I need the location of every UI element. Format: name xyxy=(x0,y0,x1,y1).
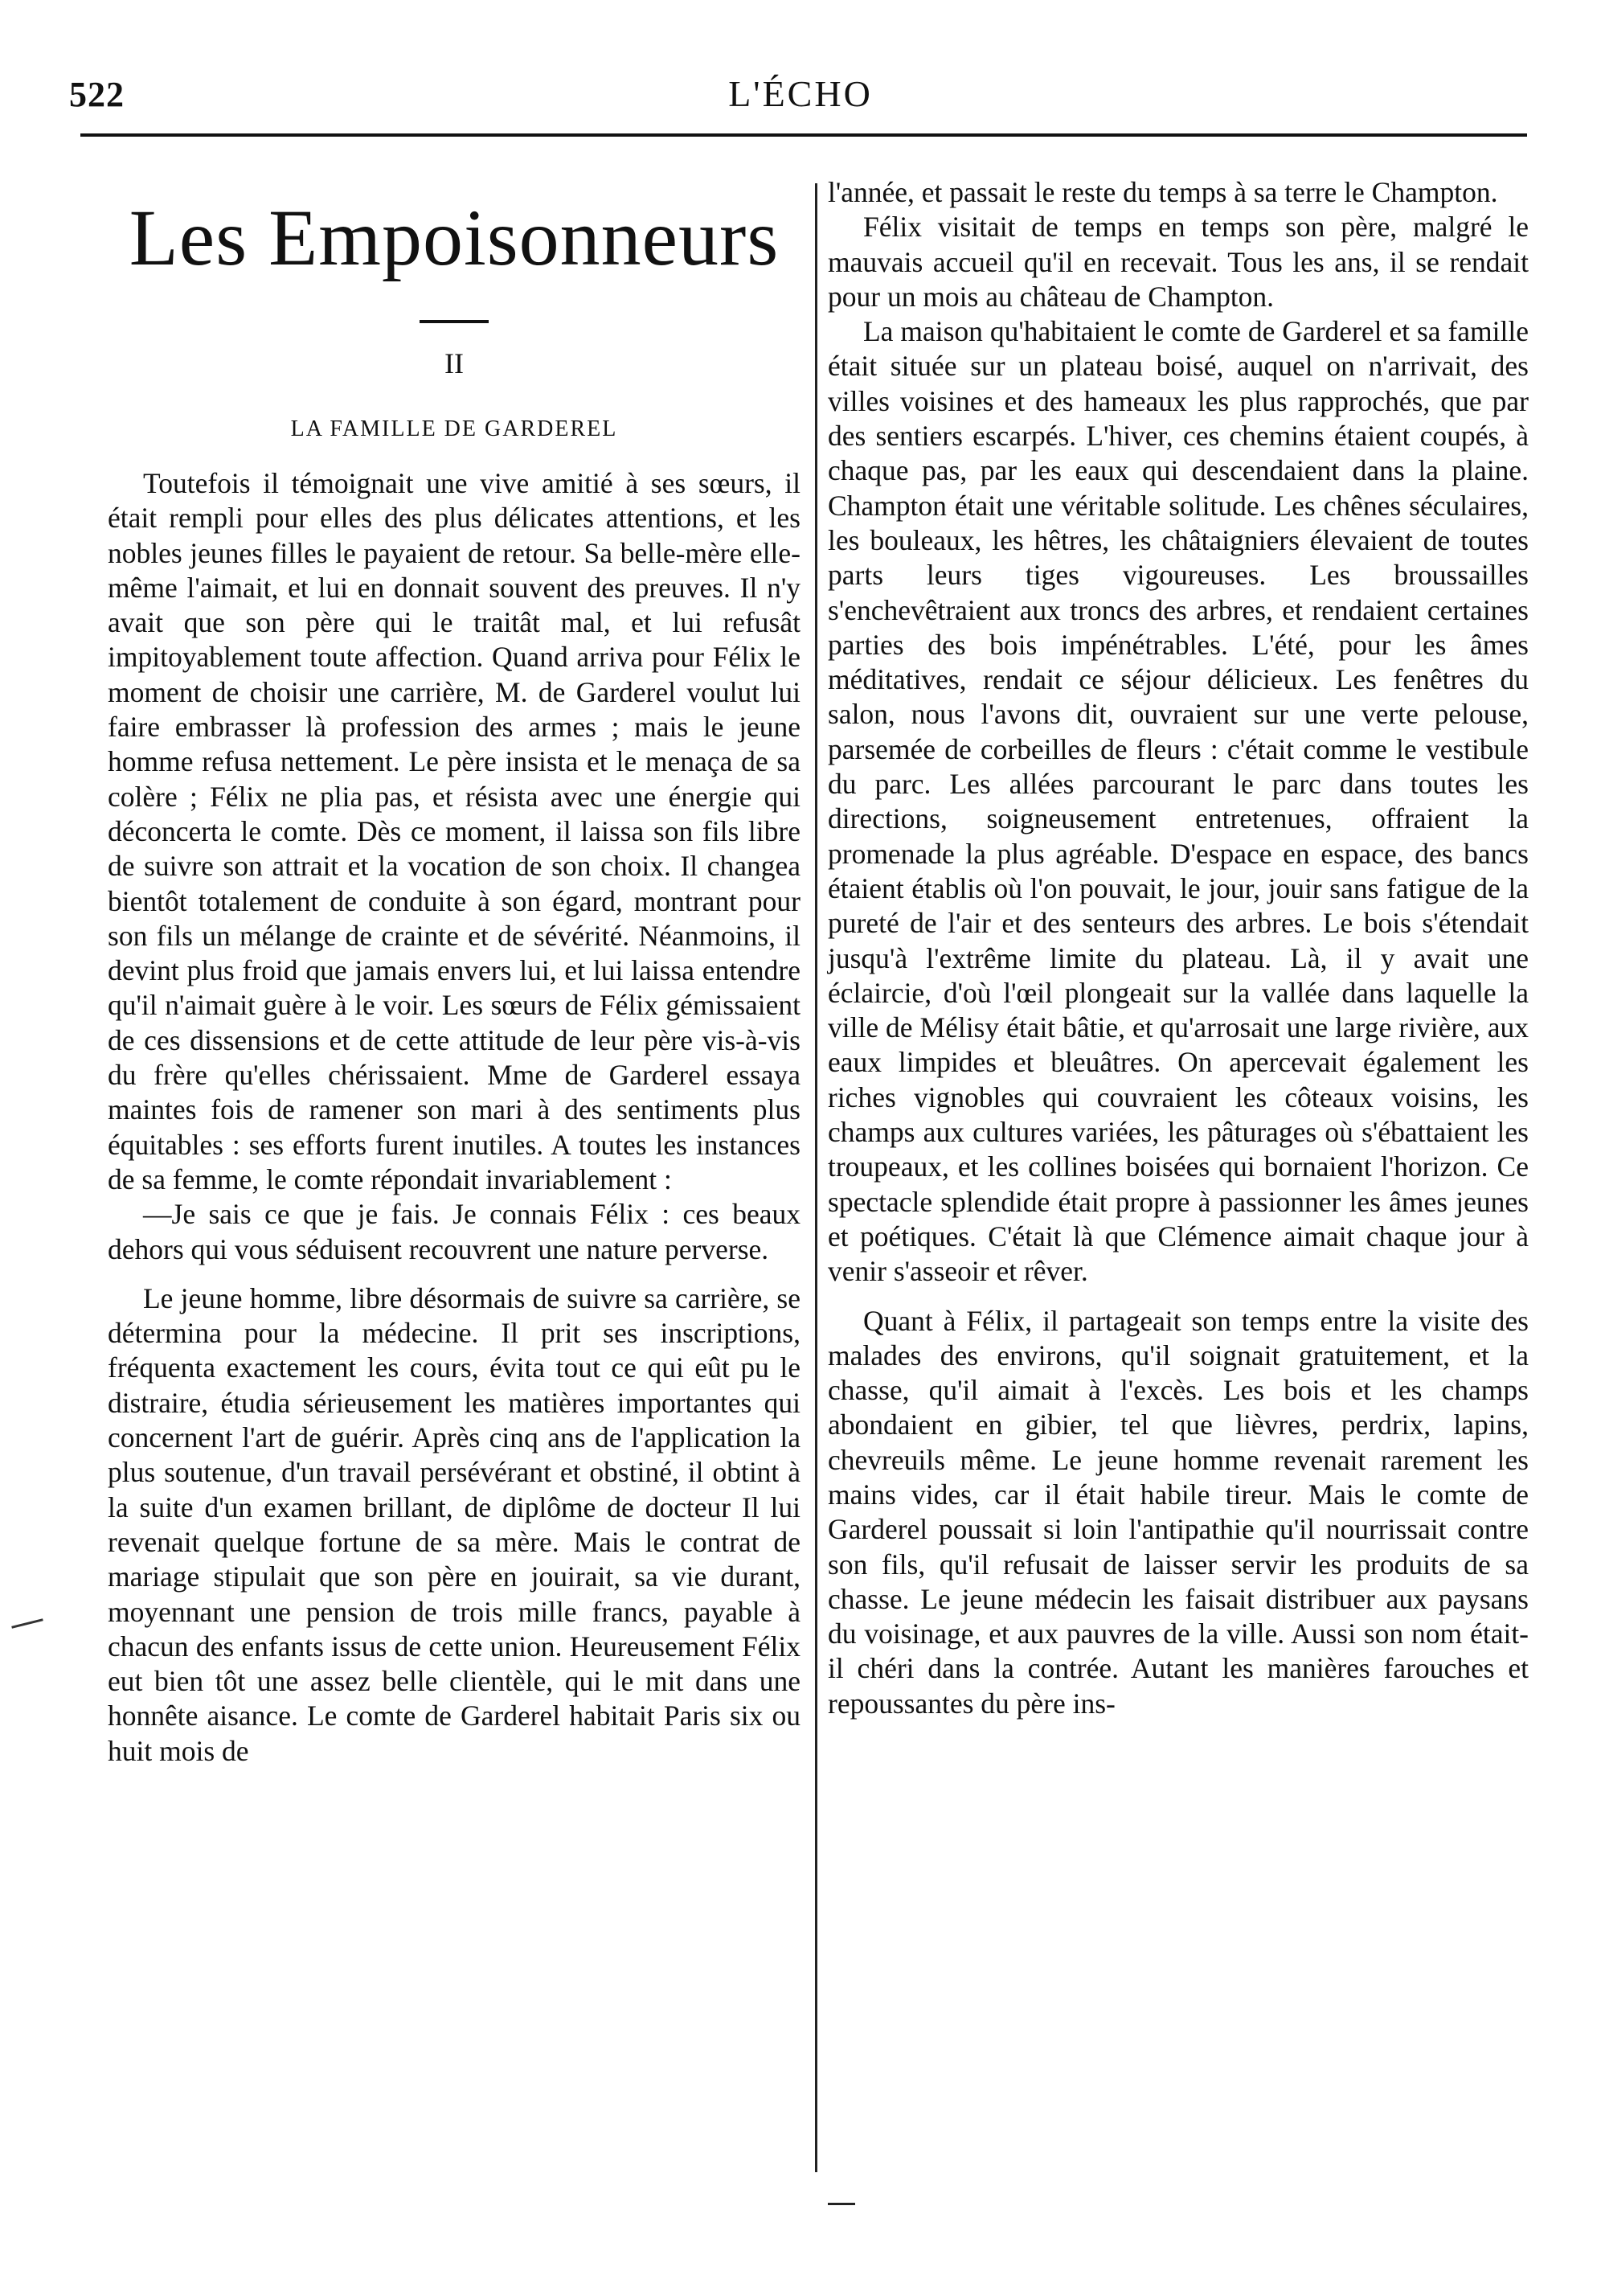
left-column xyxy=(108,175,800,1769)
right-column xyxy=(828,175,1529,1721)
paragraph: —Je sais ce que je fais. Je connais Félix : ces beaux dehors qui vous séduisent recouvrent une nature perverse. xyxy=(108,1198,800,1265)
paragraph: Le jeune homme, libre désormais de suivre sa carrière, se détermina pour la médecine. Il prit ses inscriptions, fréquenta exactement les cours, évita tout ce qui eût pu le distraire, étudia sérieusement les matières importantes qui concernent l'art de guérir. Après cinq ans de l'application la plus soutenue, d'un travail persévérant et obstiné, il obtint à la suite d'un examen brillant, de diplôme de docteur Il lui revenait quelque fortune de sa mère. Mais le contrat de mariage stipulait que son père en jouirait, sa vie durant, moyennant une pension de trois mille francs, payable à chacun des enfants issus de cette union. Heureusement Félix eut bien tôt une assez belle clientèle, qui le mit dans une honnête aisance. Le comte de Garderel habitait Paris six ou huit mois de xyxy=(108,1281,800,1767)
paragraph: Félix visitait de temps en temps son père, malgré le mauvais accueil qu'il en recevait. Tous les ans, il se rendait pour un mois au château de Champton. xyxy=(828,211,1529,313)
article-title: Les Empoisonneurs xyxy=(129,193,780,282)
paragraph: l'année, et passait le reste du temps à sa terre le Champton. xyxy=(828,176,1498,208)
chapter-title: LA FAMILLE DE GARDEREL xyxy=(290,416,618,441)
page-number: 522 xyxy=(69,75,125,114)
column-divider xyxy=(815,183,817,2172)
chapter-number: II xyxy=(444,347,464,379)
paragraph: La maison qu'habitaient le comte de Garderel et sa famille était située sur un plateau boisé, auquel on n'arrivait, des villes voisines et des hameaux les plus rapprochés, que par des sentiers escarpés. L'hiver, ces chemins étaient coupés, à chaque pas, par les eaux qui descendaient dans la plaine. Champton était une véritable solitude. Les chênes séculaires, les bouleaux, les hêtres, les châtaigniers élevaient de toutes parts leurs tiges vigoureuses. Les broussailles s'enchevêtraient aux troncs des arbres, et rendaient certaines parties des bois impénétrables. L'été, pour les âmes méditatives, rendait ce séjour délicieux. Les fenêtres du salon, nous l'avons dit, ouvraient sur une verte pelouse, parsemée de corbeilles de fleurs : c'était comme le vestibule du parc. Les allées parcourant le parc dans toutes les directions, soigneusement entretenues, offraient la promenade la plus agréable. D'espace en espace, des bancs étaient établis où l'on pouvait, le jour, jouir sans fatigue de la pureté de l'air et des senteurs des arbres. Le bois s'étendait jusqu'à l'extrême limite du plateau. Là, il y avait une éclaircie, d'où l'œil plongeait sur la vallée dans laquelle la ville de Mélisy était bâtie, et qu'arrosait une large rivière, aux eaux limpides et bleuâtres. On apercevait également les riches vignobles qui couvraient les côteaux voisins, les champs aux cultures variées, les pâturages où s'ébattaient les troupeaux, et les collines boisées qui bornaient l'horizon. Ce spectacle splendide était propre à passionner les âmes jeunes et poétiques. C'était là que Clémence aimait chaque jour à venir s'asseoir et rêver. xyxy=(828,315,1529,1288)
paragraph: Toutefois il témoignait une vive amitié à ses sœurs, il était rempli pour elles des plus délicates attentions, et les nobles jeunes filles le payaient de retour. Sa belle-mère elle-même l'aimait, et lui en donnait souvent des preuves. Il n'y avait que son père qui le traitât mal, et lui refusât impitoyablement toute affection. Quand arriva pour Félix le moment de choisir une carrière, M. de Garderel voulut lui faire embrasser là profession des armes ; mais le jeune homme refusa nettement. Le père insista et le menaça de sa colère ; Félix ne plia pas, et résista avec une énergie qui déconcerta le comte. Dès ce moment, il laissa son fils libre de suivre son attrait et la vocation de son choix. Il changea bientôt totalement de conduite à son égard, montrant pour son fils un mélange de crainte et de sévérité. Néanmoins, il devint plus froid que jamais envers lui, et lui laissa entendre qu'il n'aimait guère à le voir. Les sœurs de Félix gémissaient de ces dissensions et de cette attitude de leur père vis-à-vis du frère qu'elles chérissaient. Mme de Garderel essaya maintes fois de ramener son mari à des sentiments plus équitables : ses efforts furent inutiles. A toutes les instances de sa femme, le comte répondait invariablement : xyxy=(108,467,800,1195)
margin-mark xyxy=(11,1618,43,1629)
bottom-mark xyxy=(828,2203,855,2205)
running-head: L'ÉCHO xyxy=(728,73,873,114)
title-rule xyxy=(420,320,489,323)
paragraph: Quant à Félix, il partageait son temps entre la visite des malades des environs, qu'il soignait gratuitement, et la chasse, qu'il aimait à l'excès. Les bois et les champs abondaient en gibier, tel que lièvres, perdrix, lapins, chevreuils même. Le jeune homme revenait rarement les mains vides, car il était habile tireur. Mais le comte de Garderel poussait si loin l'antipathie qu'il nourrissait contre son fils, qu'il refusait de laisser servir les produits de sa chasse. Le jeune médecin les faisait distribuer aux paysans du voisinage, et aux pauvres de la ville. Aussi son nom était-il chéri dans la contrée. Autant les manières farouches et repoussantes du père ins- xyxy=(828,1304,1529,1720)
header-rule xyxy=(80,133,1527,137)
